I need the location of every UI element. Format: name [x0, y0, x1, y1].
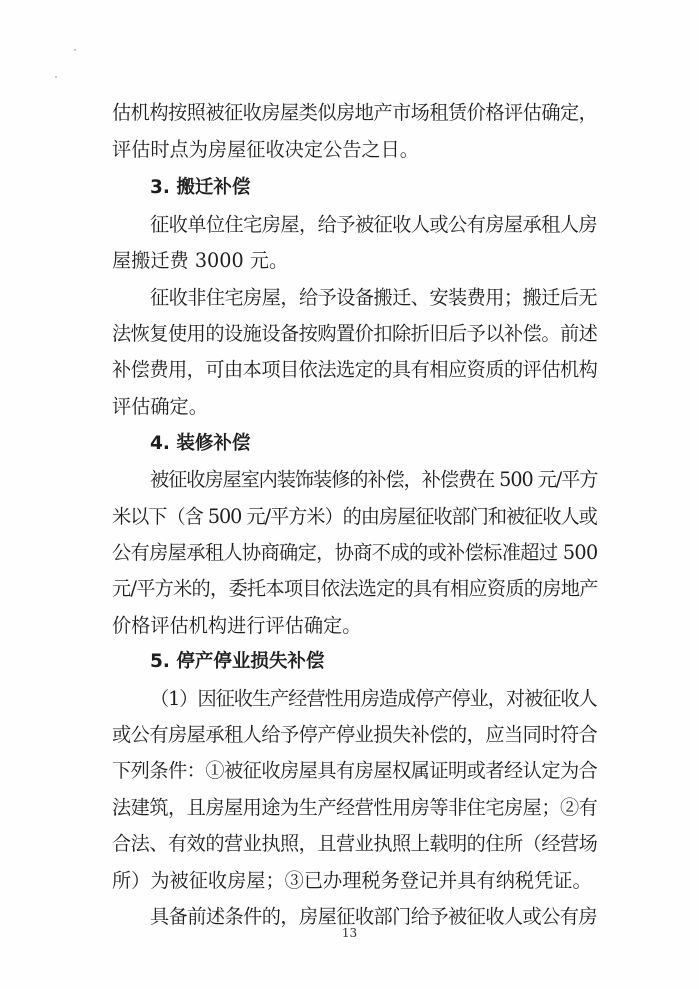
- text-line: 评估时点为房屋征收决定公告之日。: [112, 138, 419, 161]
- text-line: 下列条件：①被征收房屋具有房屋权属证明或者经认定为合: [112, 759, 598, 782]
- section-heading: 5. 停产停业损失补偿: [150, 651, 325, 672]
- text-line: 屋搬迁费 3000 元。: [112, 249, 289, 272]
- paragraph-first-line: 征收单位住宅房屋，给予被征收人或公有房屋承租人房: [150, 213, 597, 236]
- section-heading: 4. 装修补偿: [150, 433, 251, 454]
- paragraph-first-line: （1）因征收生产经营性用房造成停产停业，对被征收人: [150, 687, 597, 710]
- paragraph-first-line: 具备前述条件的，房屋征收部门给予被征收人或公有房: [150, 905, 597, 928]
- text-line: 元/平方米的，委托本项目依法选定的具有相应资质的房地产: [112, 577, 598, 600]
- text-line: 公有房屋承租人协商确定，协商不成的或补偿标准超过 500: [112, 541, 598, 564]
- scan-speck: [74, 49, 76, 51]
- text-line: 所）为被征收房屋；③已办理税务登记并具有纳税凭证。: [112, 869, 592, 892]
- text-line: 米以下（含 500 元/平方米）的由房屋征收部门和被征收人或: [112, 505, 597, 528]
- text-line: 法建筑，且房屋用途为生产经营性用房等非住宅房屋；②有: [112, 796, 598, 819]
- paragraph-first-line: 被征收房屋室内装饰装修的补偿，补偿费在 500 元/平方: [150, 468, 598, 491]
- text-line: 价格评估机构进行评估确定。: [112, 614, 362, 637]
- page-number: 13: [341, 926, 358, 940]
- text-line: 估机构按照被征收房屋类似房地产市场租赁价格评估确定，: [112, 101, 598, 124]
- section-heading: 3. 搬迁补偿: [150, 177, 251, 198]
- paragraph-first-line: 征收非住宅房屋，给予设备搬迁、安装费用；搬迁后无: [150, 286, 597, 309]
- text-line: 评估确定。: [112, 395, 208, 418]
- text-line: 补偿费用，可由本项目依法选定的具有相应资质的评估机构: [112, 358, 598, 381]
- scan-speck: [55, 76, 57, 78]
- text-line: 合法、有效的营业执照，且营业执照上载明的住所（经营场: [112, 832, 598, 855]
- text-line: 或公有房屋承租人给予停产停业损失补偿的，应当同时符合: [112, 723, 598, 746]
- text-line: 法恢复使用的设施设备按购置价扣除折旧后予以补偿。前述: [112, 322, 598, 345]
